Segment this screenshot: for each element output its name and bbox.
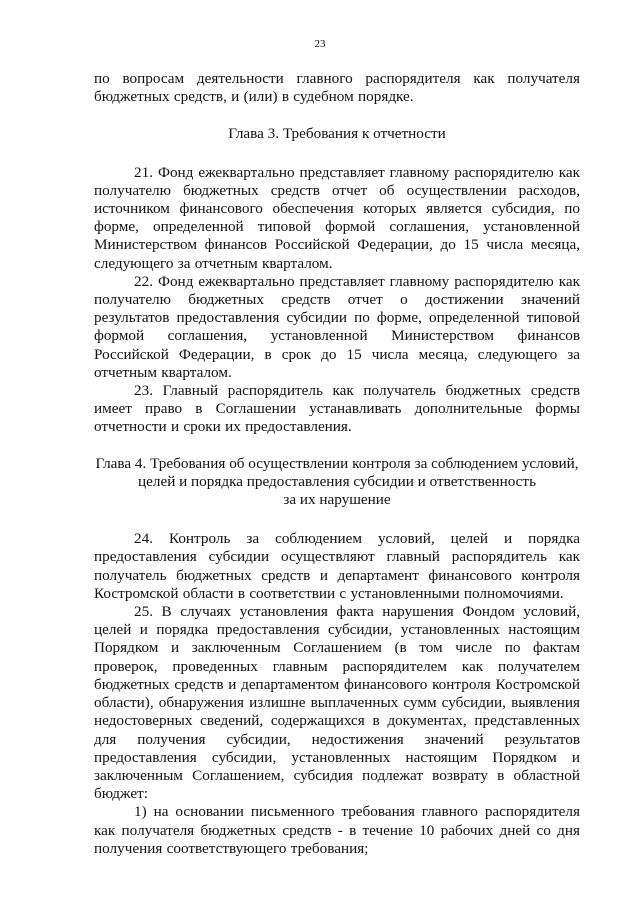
paragraph-25: 25. В случаях установления факта нарушения Фондом условий, целей и порядка предоставления субсидии, установленных настоящим Порядком и заключенным Соглашением (в том числе по фактам проверок, проведенных главным распорядителем как получателем бюджетных средств и департаментом финансового контроля Костромской области), обнаружения излишне выплаченных сумм субсидии, выявления недостоверных сведений, содержащихся в документах, представленных для получения субсидии, недостижения значений результатов предоставления субсидии, установленных настоящим Порядком и заключенным Соглашением, субсидия подлежат возврату в областной бюджет: — [94, 603, 580, 803]
chapter-4-heading — [94, 455, 580, 510]
continuation-paragraph: по вопросам деятельности главного распорядителя как получателя бюджетных средств, и (или) в судебном порядке. — [94, 70, 580, 106]
chapter-4-heading-line-2: целей и порядка предоставления субсидии и ответственность — [138, 472, 536, 490]
paragraph-22: 22. Фонд ежеквартально представляет главному распорядителю как получателю бюджетных средств отчет о достижении значений результатов предоставления субсидии по форме, определенной типовой формой соглашения, установленной Министерством финансов Российской Федерации, в срок до 15 числа месяца, следующего за отчетным кварталом. — [94, 272, 580, 381]
document-body — [94, 70, 580, 858]
paragraph-24: 24. Контроль за соблюдением условий, целей и порядка предоставления субсидии осуществляют главный распорядитель как получатель бюджетных средств и департамент финансового контроля Костромской области в соответствии с установленными полномочиями. — [94, 530, 580, 602]
paragraph-21: 21. Фонд ежеквартально представляет главному распорядителю как получателю бюджетных средств отчет об осуществлении расходов, источником финансового обеспечения которых является субсидия, по форме, определенной типовой формой соглашения, установленной Министерством финансов Российской Федерации, до 15 числа месяца, следующего за отчетным кварталом. — [94, 163, 580, 272]
paragraph-25-item-1: 1) на основании письменного требования главного распорядителя как получателя бюджетных средств - в течение 10 рабочих дней со дня получения соответствующего требования; — [94, 803, 580, 857]
chapter-3-heading: Глава 3. Требования к отчетности — [228, 125, 446, 143]
chapter-4-heading-line-3: за их нарушение — [283, 491, 391, 509]
paragraph-23: 23. Главный распорядитель как получатель бюджетных средств имеет право в Соглашении устанавливать дополнительные формы отчетности и сроки их предоставления. — [94, 382, 580, 436]
page-number: 23 — [314, 38, 326, 50]
chapter-4-heading-line-1: Глава 4. Требования об осуществлении контроля за соблюдением условий, — [95, 454, 579, 472]
